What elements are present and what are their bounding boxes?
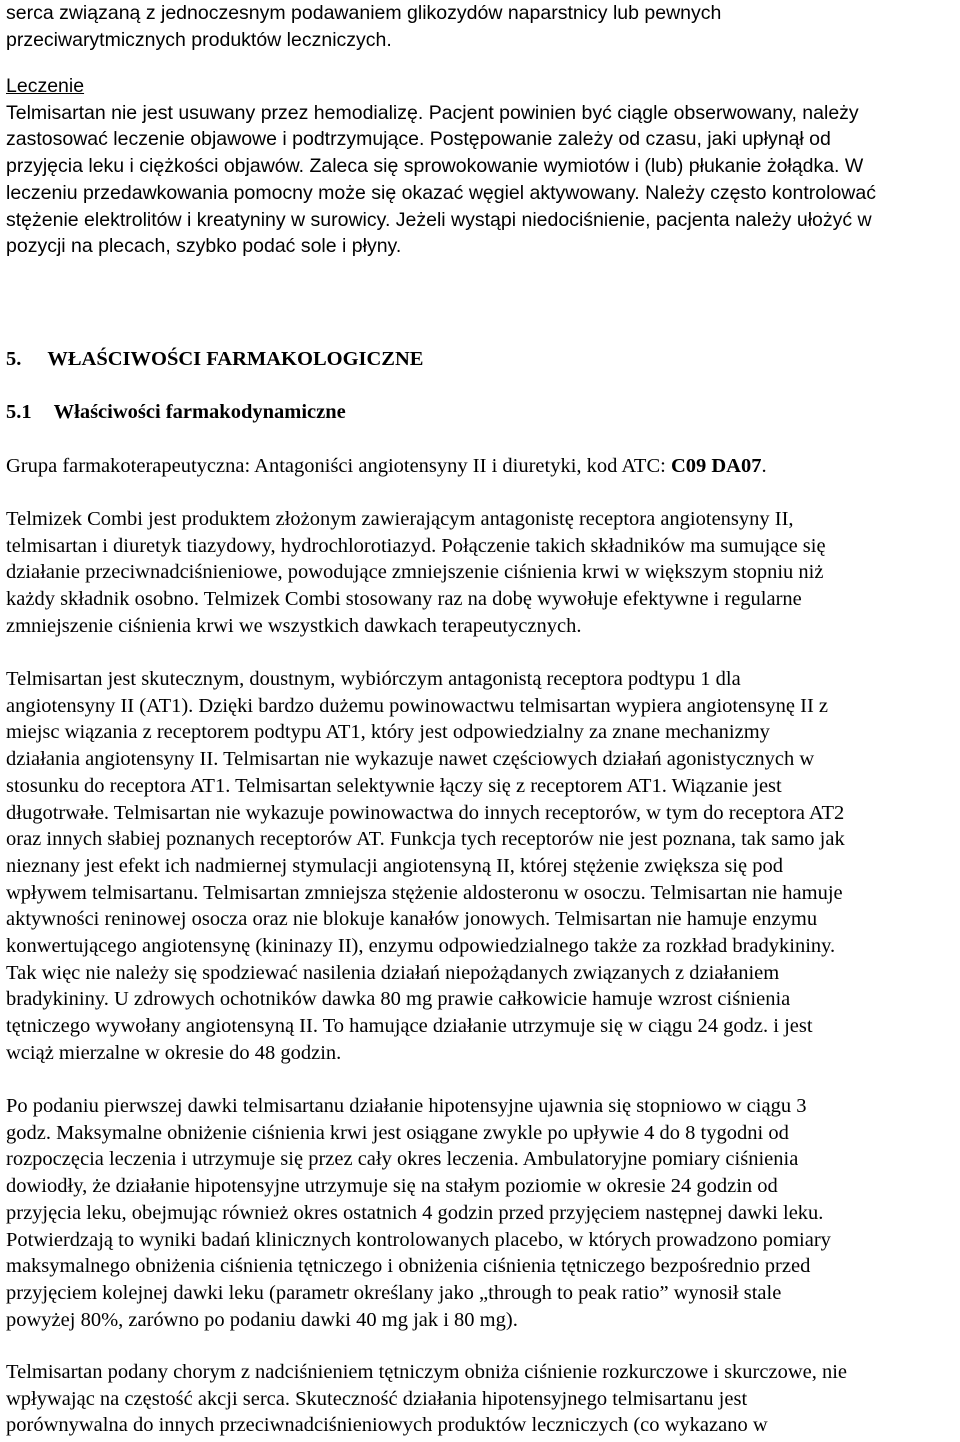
text-line: Po podaniu pierwszej dawki telmisartanu działanie hipotensyjne ujawnia się stopniowo w ciągu 3 [6,1095,807,1117]
text-line: powyżej 80%, zarówno po podaniu dawki 40 mg jak i 80 mg). [6,1308,518,1331]
text-line: zmniejszenie ciśnienia krwi we wszystkich dawkach terapeutycznych. [6,614,582,637]
text-line: stosunku do receptora AT1. Telmisartan selektywnie łączy się z receptorem AT1. Wiązanie jest [6,774,782,797]
text-line: miejsc wiązania z receptorem podtypu AT1, który jest odpowiedzialny za znane mechanizmy [6,721,770,744]
section-number: 5. [6,348,22,370]
text-line: Telmisartan nie jest usuwany przez hemodializę. Pacjent powinien być ciągle obserwowany, należy [6,101,859,124]
atc-code: C09 DA07 [670,455,762,477]
text-line: tętniczego wywołany angiotensyną II. To hamujące działanie utrzymuje się w ciągu 24 godz. i jest [6,1015,813,1038]
text-line: długotrwałe. Telmisartan nie wykazuje powinowactwa do innych receptorów, w tym do receptora AT2 [6,801,845,824]
paragraph-clinical-effect [6,1359,847,1439]
text-line: wpływając na częstość akcji serca. Skuteczność działania hipotensyjnego telmisartanu jest [6,1387,748,1410]
treatment-heading: Leczenie [6,75,85,97]
text-line: konwertującego angiotensynę (kininazy II), enzymu odpowiedzialnego także za rozkład bradykininy. [6,935,836,958]
intro-paragraph [6,0,721,53]
text-line: działanie przeciwnadciśnieniowe, powodujące zmniejszenie ciśnienia krwi w większym stopniu niż [6,561,824,584]
text-line: serca związaną z jednoczesnym podawaniem glikozydów naparstnicy lub pewnych [6,2,722,24]
text-line: rozpoczęcia leczenia i utrzymuje się przez cały okres leczenia. Ambulatoryjne pomiary ciśnienia [6,1148,799,1171]
atc-end: . [761,455,767,477]
paragraph-combination [6,506,826,640]
text-line: godz. Maksymalne obniżenie ciśnienia krwi jest osiągane zwykle po upływie 4 do 8 tygodni od [6,1121,789,1144]
text-line: dowiodły, że działanie hipotensyjne utrzymuje się na stałym poziomie w okresie 24 godzin od [6,1175,778,1198]
section-5-heading [6,346,423,372]
text-line: Potwierdzają to wyniki badań klinicznych kontrolowanych placebo, w których prowadzono pomiary [6,1228,831,1251]
text-line: pozycji na plecach, szybko podać sole i płyny. [6,235,402,258]
text-line: stężenie elektrolitów i kreatyniny w surowicy. Jeżeli wystąpi niedociśnienie, pacjenta należy ułożyć w [6,208,872,231]
text-line: maksymalnego obniżenia ciśnienia tętniczego i obniżenia ciśnienia tętniczego bezpośrednio przed [6,1255,811,1278]
text-line: aktywności reninowej osocza oraz nie blokuje kanałów jonowych. Telmisartan nie hamuje enzymu [6,908,818,931]
text-line: Telmizek Combi jest produktem złożonym zawierającym antagonistę receptora angiotensyny II, [6,508,794,530]
atc-text: Grupa farmakoterapeutyczna: Antagoniści angiotensyny II i diuretyki, kod ATC: [6,455,671,477]
text-line: przeciwarytmicznych produktów leczniczych. [6,28,392,51]
section-number: 5.1 [6,401,32,423]
text-line: bradykininy. U zdrowych ochotników dawka 80 mg prawie całkowicie hamuje wzrost ciśnienia [6,988,791,1011]
text-line: Telmisartan jest skutecznym, doustnym, wybiórczym antagonistą receptora podtypu 1 dla [6,668,741,690]
section-title: Właściwości farmakodynamiczne [53,401,346,423]
text-line: oraz innych słabiej poznanych receptorów AT. Funkcja tych receptorów nie jest poznana, tak samo jak [6,828,845,851]
atc-line [6,453,767,480]
text-line: leczeniu przedawkowania pomocny może się okazać węgiel aktywowany. Należy często kontrolować [6,181,876,204]
text-line: telmisartan i diuretyk tiazydowy, hydrochlorotiazyd. Połączenie takich składników ma sumujące się [6,534,826,557]
text-line: przyjęciem kolejnej dawki leku (parametr określany jako „through to peak ratio” wynosił stale [6,1281,782,1304]
text-line: Tak więc nie należy się spodziewać nasilenia działań niepożądanych związanych z działaniem [6,961,780,984]
treatment-section [6,73,876,260]
text-line: przyjęcia leku, obejmując również okres ostatnich 4 godzin przed przyjęciem następnej dawki leku. [6,1201,824,1224]
text-line: wciąż mierzalne w okresie do 48 godzin. [6,1041,342,1064]
text-line: nieznany jest efekt ich nadmiernej stymulacji angiotensyną II, której stężenie zwiększa się pod [6,854,784,877]
text-line: Telmisartan podany chorym z nadciśnieniem tętniczym obniża ciśnienie rozkurczowe i skurczowe, nie [6,1361,848,1383]
paragraph-hypotensive-effect [6,1093,831,1333]
section-5-1-heading [6,399,346,425]
paragraph-telmisartan [6,666,845,1067]
text-line: przyjęcia leku i ciężkości objawów. Zaleca się sprowokowanie wymiotów i (lub) płukanie żołądka. W [6,155,864,178]
text-line: angiotensyny II (AT1). Dzięki bardzo dużemu powinowactwu telmisartan wypiera angiotensynę II z [6,694,829,717]
section-title: WŁAŚCIWOŚCI FARMAKOLOGICZNE [47,348,424,370]
text-line: wpływem telmisartanu. Telmisartan zmniejsza stężenie aldosteronu w osoczu. Telmisartan nie hamuje [6,881,843,904]
text-line: porównywalna do innych przeciwnadciśnieniowych produktów leczniczych (co wykazano w [6,1414,768,1437]
text-line: zastosować leczenie objawowe i podtrzymujące. Postępowanie zależy od czasu, jaki upłynął od [6,128,831,151]
text-line: każdy składnik osobno. Telmizek Combi stosowany raz na dobę wywołuje efektywne i regularne [6,588,802,611]
text-line: działania angiotensyny II. Telmisartan nie wykazuje nawet częściowych działań agonistycznych w [6,748,815,771]
